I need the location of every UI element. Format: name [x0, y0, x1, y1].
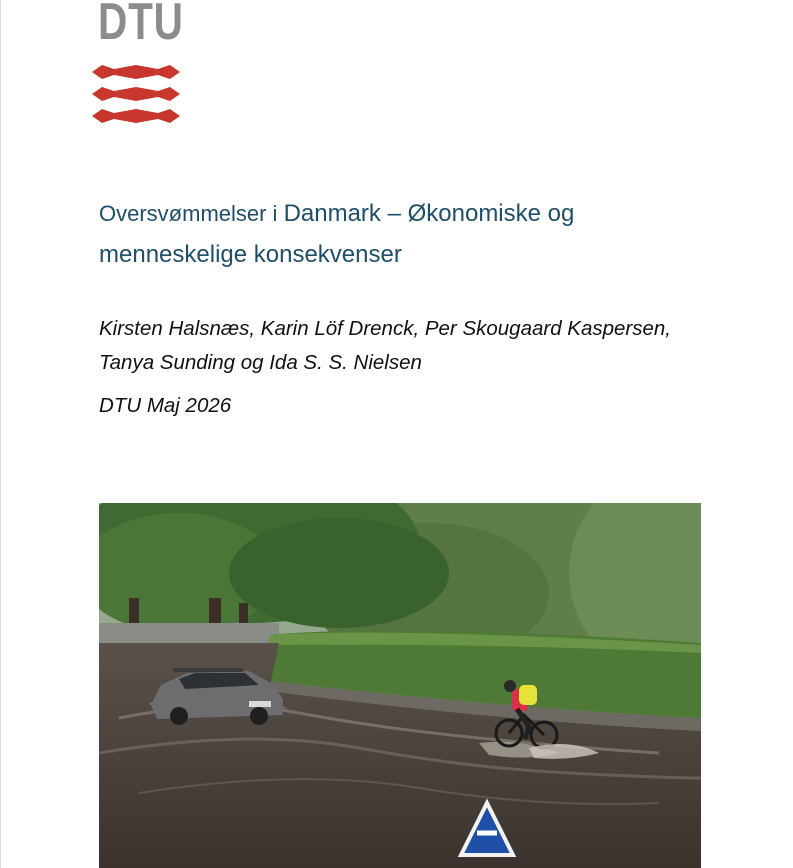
report-title-part1: Oversvømmelser i — [99, 201, 284, 226]
flood-photo-illustration — [99, 503, 701, 868]
authors: Kirsten Halsnæs, Karin Löf Drenck, Per Skougaard Kaspersen, Tanya Sunding og Ida S. S. Nielsen — [99, 317, 671, 374]
publication-date: DTU Maj 2026 — [99, 394, 232, 417]
dtu-logo-mark-icon — [92, 64, 180, 126]
dtu-logo-text: DTU — [98, 0, 184, 51]
report-title-part2: Danmark – Økonomiske og menneskelige konsekvenser — [99, 200, 575, 268]
report-title — [99, 193, 699, 275]
cover-photo-flooded-street — [99, 503, 701, 868]
